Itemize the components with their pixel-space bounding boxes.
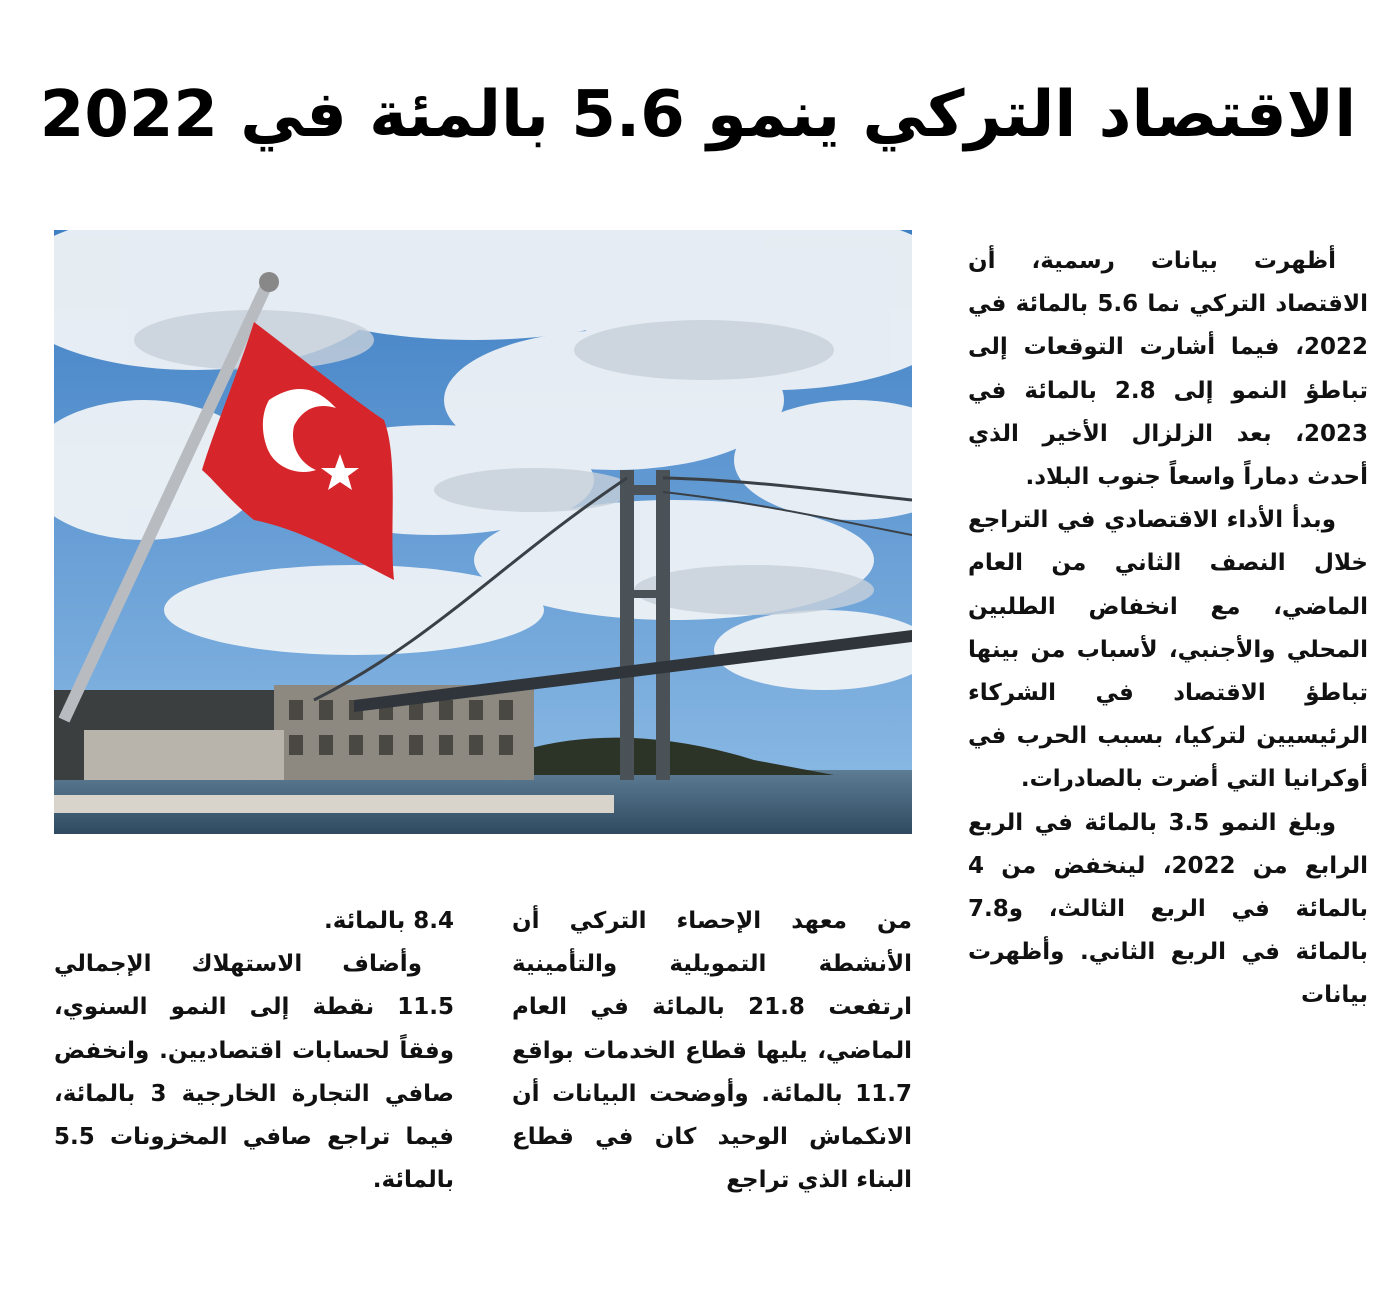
paragraph: 8.4 بالمائة. [323,908,454,934]
article-column-left [54,900,454,1240]
article-column-middle [512,900,912,1240]
article-column-right [968,240,1368,1240]
headline: الاقتصاد التركي ينمو 5.6 بالمئة في 2022 [39,78,1357,152]
turkish-flag-bosphorus-bridge-photo [54,230,912,834]
paragraph: من معهد الإحصاء التركي أن الأنشطة التمويلية والتأمينية ارتفعت 21.8 بالمائة في العام الماضي، يليها قطاع الخدمات بواقع 11.7 بالمائة. وأوضحت البيانات أن الانكماش الوحيد كان في قطاع البناء الذي تراجع [512,908,912,1194]
paragraph: أظهرت بيانات رسمية، أن الاقتصاد التركي نما 5.6 بالمائة في 2022، فيما أشارت التوقعات إلى تباطؤ النمو إلى 2.8 بالمائة في 2023، بعد الزلزال الأخير الذي أحدث دماراً واسعاً جنوب البلاد. [968,248,1368,491]
paragraph: وبدأ الأداء الاقتصادي في التراجع خلال النصف الثاني من العام الماضي، مع انخفاض الطلبين المحلي والأجنبي، لأسباب من بينها تباطؤ الاقتصاد في الشركاء الرئيسيين لتركيا، بسبب الحرب في أوكرانيا التي أضرت بالصادرات. [968,507,1368,793]
paragraph: وبلغ النمو 3.5 بالمائة في الربع الرابع من 2022، لينخفض من 4 بالمائة في الربع الثالث، و7.8 بالمائة في الربع الثاني. وأظهرت بيانات [968,809,1368,1009]
paragraph: وأضاف الاستهلاك الإجمالي 11.5 نقطة إلى النمو السنوي، وفقاً لحسابات اقتصاديين. وانخفض صافي التجارة الخارجية 3 بالمائة، فيما تراجع صافي المخزونات 5.5 بالمائة. [54,951,455,1194]
